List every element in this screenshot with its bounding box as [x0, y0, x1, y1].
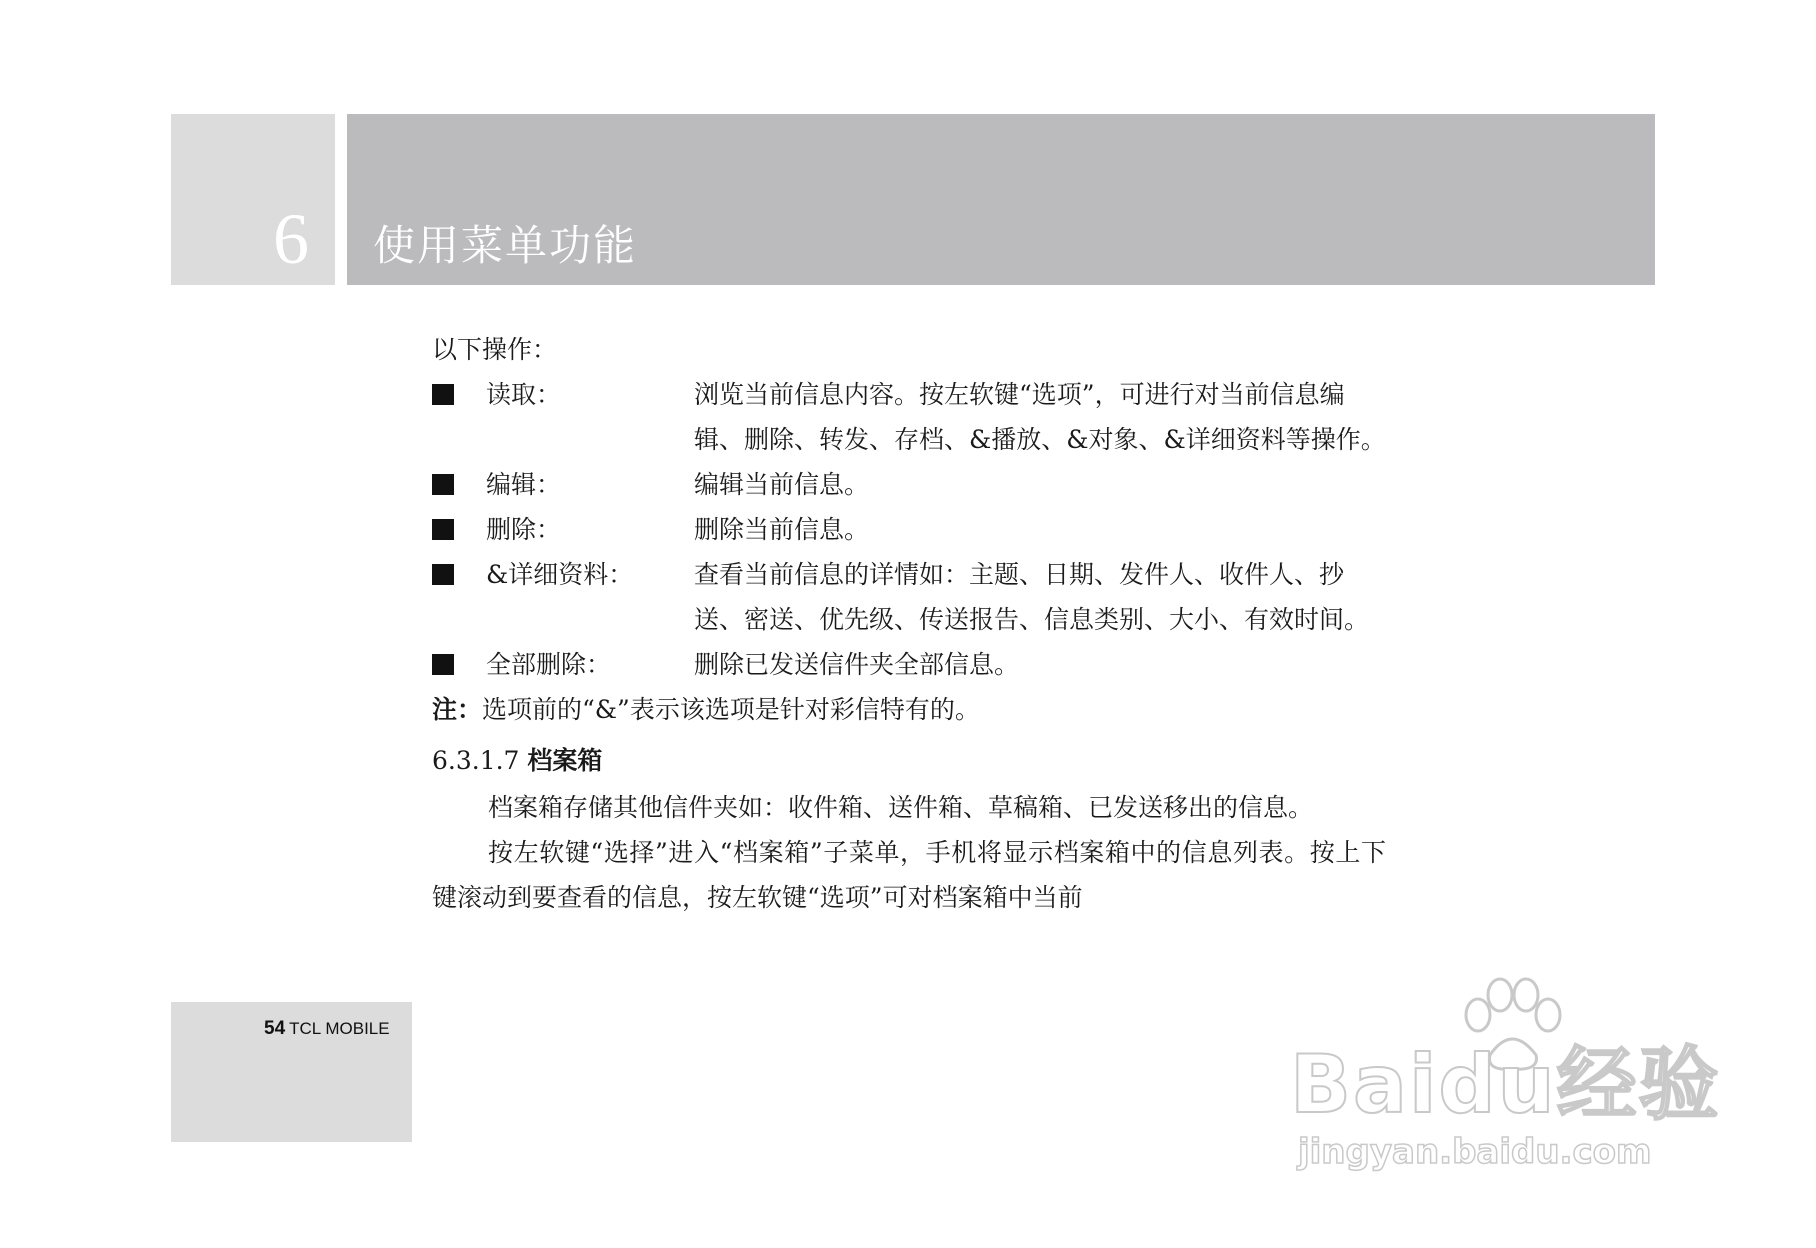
- item-description: 删除当前信息。: [694, 515, 870, 544]
- item-label: &详细资料：: [486, 560, 634, 589]
- chapter-number-block: [171, 114, 335, 285]
- item-description: 删除已发送信件夹全部信息。: [694, 650, 1020, 679]
- chapter-number: 6: [273, 199, 309, 279]
- note-text: 选项前的“&”表示该选项是针对彩信特有的。: [482, 695, 980, 724]
- watermark-url: jingyan.baidu.com: [1298, 1132, 1652, 1172]
- chapter-title: 使用菜单功能: [373, 221, 638, 270]
- watermark-logo: Baidu经验: [1290, 1038, 1721, 1131]
- item-label: 编辑：: [486, 470, 562, 499]
- list-item: [432, 372, 1392, 462]
- item-description: 浏览当前信息内容。按左软键“选项”，可进行对当前信息编辑、删除、转发、存档、&播放、&对象、&详细资料等操作。: [694, 380, 1386, 454]
- item-label: 全部删除：: [486, 650, 612, 679]
- square-bullet-icon: [432, 519, 454, 540]
- main-content: [432, 327, 1392, 920]
- page-reference: [264, 1018, 390, 1040]
- item-label: 删除：: [486, 515, 562, 544]
- paragraph: 按左软键“选择”进入“档案箱”子菜单，手机将显示档案箱中的信息列表。按上下键滚动到要查看的信息，按左软键“选项”可对档案箱中当前: [432, 838, 1386, 912]
- footer-block: [171, 1002, 412, 1142]
- brand-name: TCL MOBILE: [289, 1019, 390, 1038]
- section-number: 6.3.1.7: [432, 746, 520, 775]
- list-item: [432, 462, 1392, 507]
- item-label: 读取：: [486, 380, 562, 409]
- chapter-header-bar: [347, 114, 1655, 285]
- note: [432, 687, 1392, 732]
- paragraph: 档案箱存储其他信件夹如：收件箱、送件箱、草稿箱、已发送移出的信息。: [488, 793, 1314, 822]
- section-heading: [432, 738, 1392, 783]
- list-item: [432, 642, 1392, 687]
- intro-text: 以下操作：: [432, 335, 558, 364]
- list-item: [432, 552, 1392, 642]
- square-bullet-icon: [432, 654, 454, 675]
- page-number: 54: [264, 1018, 286, 1039]
- note-label: 注：: [432, 695, 483, 724]
- item-description: 查看当前信息的详情如：主题、日期、发件人、收件人、抄送、密送、优先级、传送报告、信息类别、大小、有效时间。: [694, 560, 1370, 634]
- square-bullet-icon: [432, 384, 454, 405]
- list-item: [432, 507, 1392, 552]
- section-title: 档案箱: [527, 746, 603, 775]
- item-description: 编辑当前信息。: [694, 470, 870, 499]
- baidu-watermark: [1290, 975, 1720, 1175]
- square-bullet-icon: [432, 564, 454, 585]
- square-bullet-icon: [432, 474, 454, 495]
